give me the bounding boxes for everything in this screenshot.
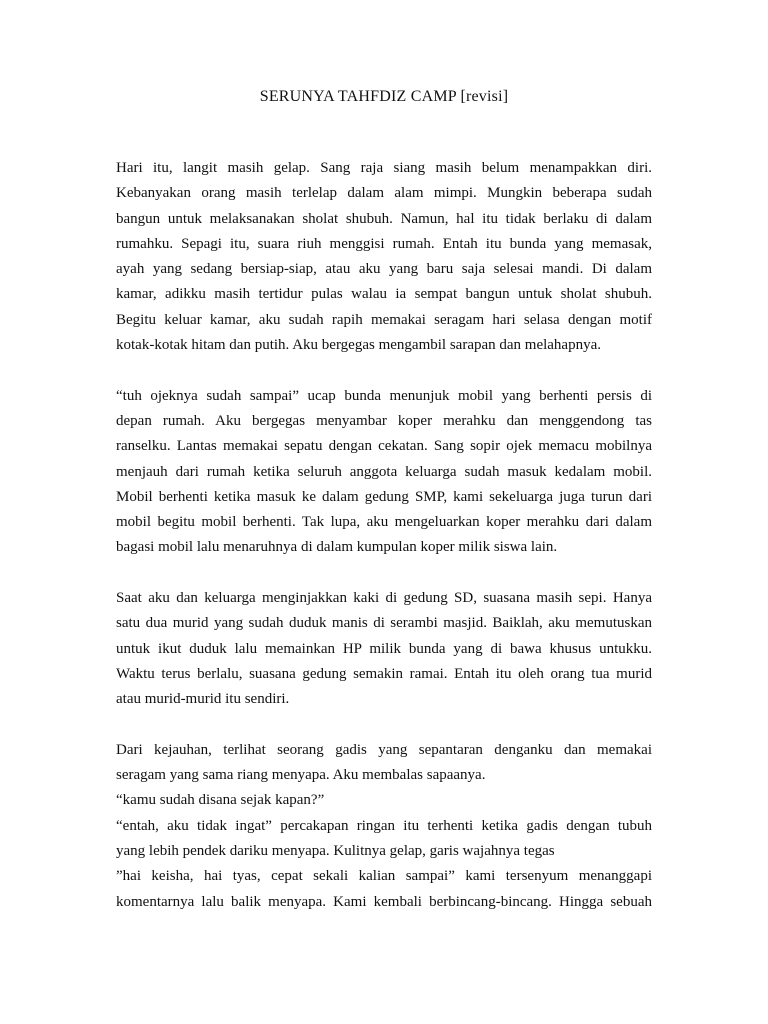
paragraph-gap [116,561,652,586]
text-line: yang lebih pendek dariku menyapa. Kulitnya gelap, garis wajahnya tegas [116,843,555,860]
text-line: “entah, aku tidak ingat” percakapan ringan itu terhenti ketika gadis dengan tubuh [116,817,652,834]
document-title: SERUNYA TAHFDIZ CAMP [revisi] [259,88,509,105]
text-line: Begitu keluar kamar, aku sudah rapih memakai seragam hari selasa dengan motif [116,311,652,328]
text-line: Saat aku dan keluarga menginjakkan kaki di gedung SD, suasana masih sepi. Hanya [116,590,652,607]
text-line: satu dua murid yang sudah duduk manis di serambi masjid. Baiklah, aku memutuskan [116,615,652,632]
text-line: “tuh ojeknya sudah sampai” ucap bunda menunjuk mobil yang berhenti persis di [116,387,652,404]
paragraph [116,586,652,712]
text-line: ranselku. Lantas memakai sepatu dengan cekatan. Sang sopir ojek memacu mobilnya [116,438,652,455]
text-line: depan rumah. Aku bergegas menyambar koper merahku dan menggendong tas [116,412,652,429]
text-line: Waktu terus berlalu, suasana gedung semakin ramai. Entah itu oleh orang tua murid [116,665,652,682]
text-line: atau murid-murid itu sendiri. [116,691,290,708]
paragraph [116,738,652,915]
text-line: kamar, adikku masih tertidur pulas walau ia sempat bangun untuk sholat shubuh. [116,286,652,303]
text-line: bangun untuk melaksanakan sholat shubuh. Namun, hal itu tidak berlaku di dalam [116,210,652,227]
text-line: bagasi mobil lalu menaruhnya di dalam kumpulan koper milik siswa lain. [116,539,558,556]
paragraph-gap [116,358,652,383]
text-line: Dari kejauhan, terlihat seorang gadis yang sepantaran denganku dan memakai [116,741,652,758]
paragraph [116,156,652,358]
text-line: kotak-kotak hitam dan putih. Aku bergegas mengambil sarapan dan melahapnya. [116,337,602,354]
text-line: Kebanyakan orang masih terlelap dalam alam mimpi. Mungkin beberapa sudah [116,185,652,202]
document-body [116,156,652,915]
text-line: ayah yang sedang bersiap-siap, atau aku yang baru saja selesai mandi. Di dalam [116,261,652,278]
paragraph [116,384,652,561]
text-line: komentarnya lalu balik menyapa. Kami kembali berbincang-bincang. Hingga sebuah [116,893,652,910]
text-line: seragam yang sama riang menyapa. Aku membalas sapaanya. [116,767,486,784]
text-line: “kamu sudah disana sejak kapan?” [116,792,325,809]
paragraph-gap [116,713,652,738]
text-line: untuk ikut duduk lalu memainkan HP milik bunda yang di bawa khusus untukku. [116,640,652,657]
text-line: menjauh dari rumah ketika seluruh anggota keluarga sudah masuk kedalam mobil. [116,463,652,480]
text-line: Mobil berhenti ketika masuk ke dalam gedung SMP, kami sekeluarga juga turun dari [116,488,652,505]
text-line: rumahku. Sepagi itu, suara riuh menggisi rumah. Entah itu bunda yang memasak, [116,235,652,252]
text-line: Hari itu, langit masih gelap. Sang raja siang masih belum menampakkan diri. [116,160,652,176]
text-line: ”hai keisha, hai tyas, cepat sekali kalian sampai” kami tersenyum menanggapi [116,868,652,885]
text-line: mobil begitu mobil berhenti. Tak lupa, aku mengeluarkan koper merahku dari dalam [116,514,652,531]
